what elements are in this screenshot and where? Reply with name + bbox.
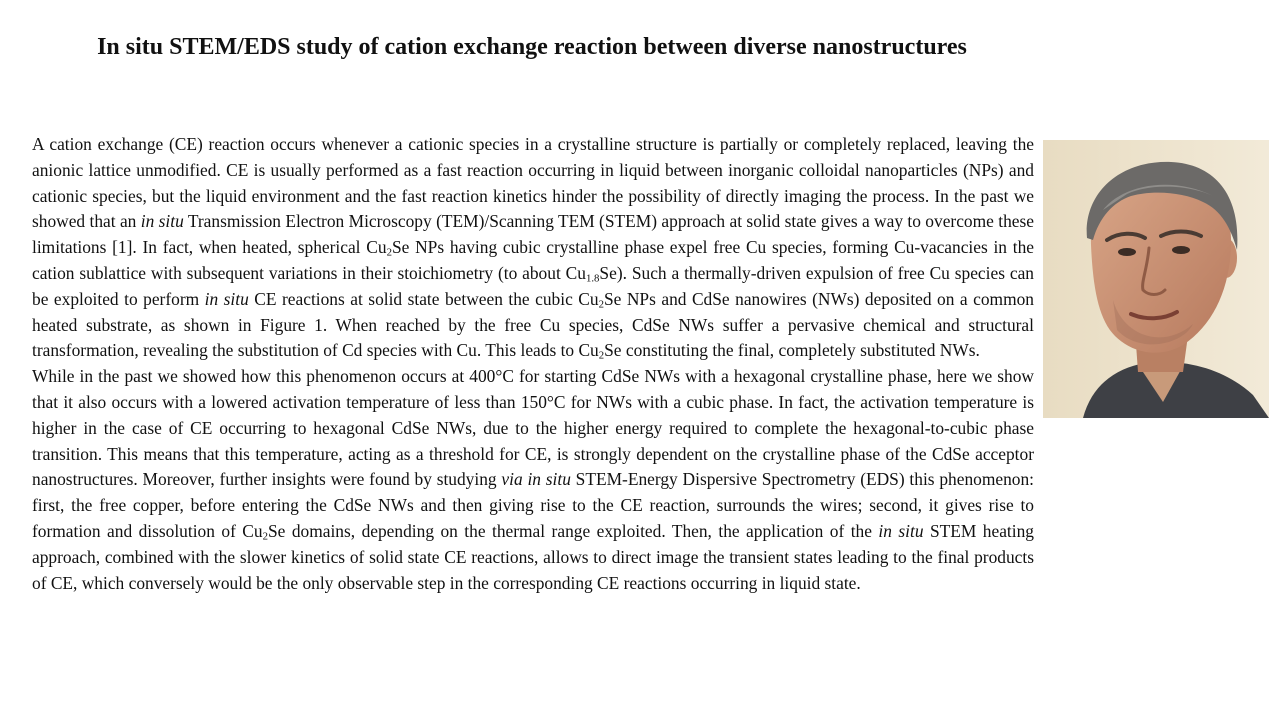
abstract-body xyxy=(32,132,1034,596)
p1-italic-in-situ-1: in situ xyxy=(140,211,184,232)
paragraph-2 xyxy=(32,364,1034,596)
p1-sub-2: 1.8 xyxy=(585,272,600,285)
portrait-photo xyxy=(1043,140,1269,418)
paragraph-1 xyxy=(32,132,1034,364)
p2-text-1: While in the past we showed how this phenomenon occurs at 400°C for starting CdSe NWs with a hexagonal crystalline phase, here we show that it also occurs with a lowered activation temperature of less than 150°C for NWs with a cubic phase. In fact, the activation temperature is higher in the case of CE occurring to hexagonal CdSe NWs, due to the higher energy required to complete the hexagonal-to-cubic phase transition. This means that this temperature, acting as a threshold for CE, is strongly dependent on the crystalline phase of the CdSe acceptor nanostructures. Moreover, further insights were found by studying xyxy=(32,366,1034,490)
p1-sub-4: 2 xyxy=(598,350,605,363)
page-title: In situ STEM/EDS study of cation exchange reaction between diverse nanostructures xyxy=(97,34,967,60)
p1-text-5: CE reactions at solid state between the cubic Cu xyxy=(248,288,599,309)
p2-italic-via-in-situ: via in situ xyxy=(501,469,571,490)
p2-text-2: STEM-Energy Dispersive Spectrometry (EDS) this phenomenon: first, the free copper, before entering the CdSe NWs and then giving rise to the CE reaction, surrounds the wires; second, it gives rise to formation and dissolution of Cu xyxy=(32,469,1034,541)
p2-text-3: Se domains, depending on the thermal range exploited. Then, the application of the xyxy=(268,520,879,541)
p1-sub-3: 2 xyxy=(598,298,604,311)
portrait-illustration xyxy=(1043,140,1269,418)
p1-text-3: Se NPs having cubic crystalline phase expel free Cu species, forming Cu-vacancies in the cation sublattice with subsequent variations in their stoichiometry (to about Cu xyxy=(32,237,1034,283)
p2-text-4: STEM heating approach, combined with the slower kinetics of solid state CE reactions, allows to direct image the transient states leading to the final products of CE, which conversely would be the only observable step in the corresponding CE reactions occurring in liquid state. xyxy=(32,520,1034,593)
p1-text-6: Se NPs and CdSe nanowires (NWs) deposited on a common heated substrate, as shown in Figure 1. When reached by the free Cu species, CdSe NWs suffer a pervasive chemical and structural transformation, revealing the substitution of Cd species with Cu. This leads to Cu xyxy=(32,288,1035,361)
p2-sub-1: 2 xyxy=(262,530,268,543)
p1-text-1: A cation exchange (CE) reaction occurs whenever a cationic species in a crystalline structure is partially or completely replaced, leaving the anionic lattice unmodified. CE is usually performed as a fast reaction occurring in liquid between inorganic colloidal nanoparticles (NPs) and cationic species, but the liquid environment and the fast reaction kinetics hinder the possibility of directly imaging the process. In the past we showed that an xyxy=(32,134,1034,232)
p1-text-4: Se). Such a thermally-driven expulsion of free Cu species can be exploited to perform xyxy=(32,262,1034,309)
p1-text-2: Transmission Electron Microscopy (TEM)/Scanning TEM (STEM) approach at solid state gives a way to overcome these limitations [1]. In fact, when heated, spherical Cu xyxy=(32,211,1034,258)
p1-italic-in-situ-2: in situ xyxy=(204,288,249,309)
p1-sub-1: 2 xyxy=(386,246,392,259)
p1-text-7: Se constituting the final, completely substituted NWs. xyxy=(604,340,980,361)
p2-italic-in-situ: in situ xyxy=(878,520,924,541)
